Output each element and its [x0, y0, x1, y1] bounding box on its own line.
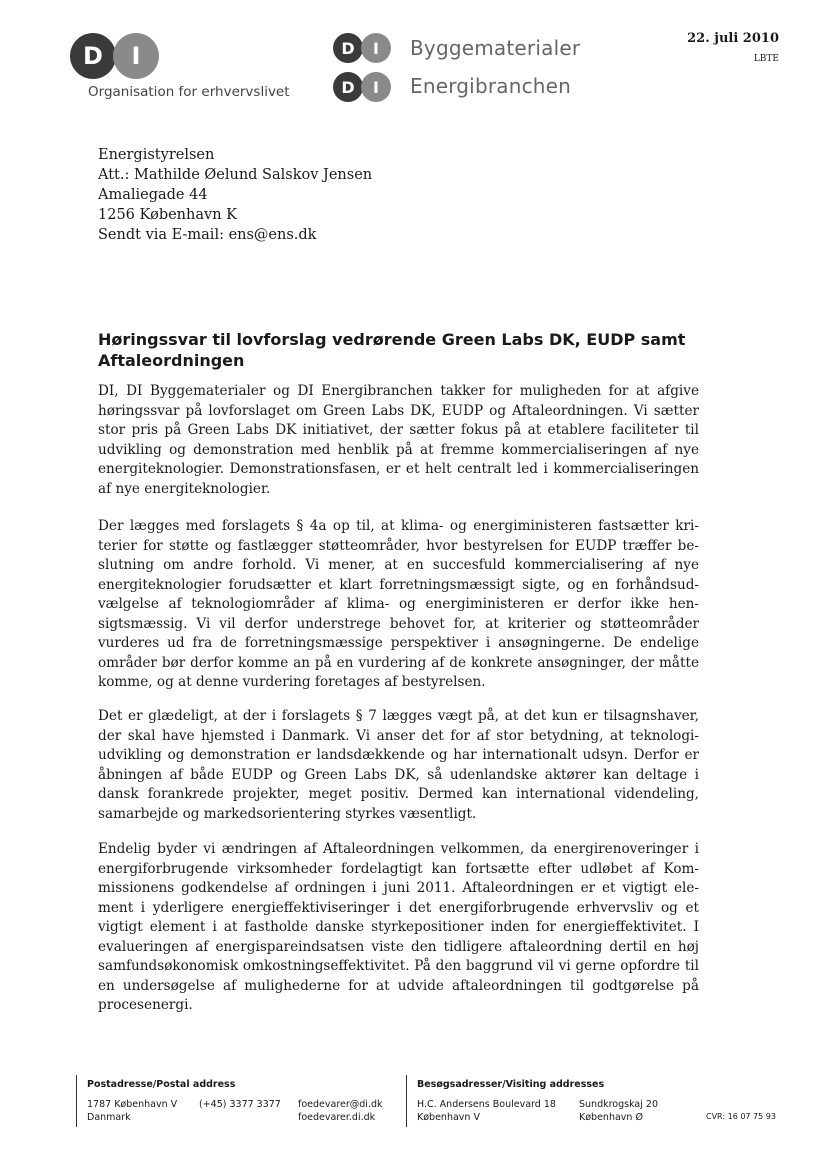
- di-logo-d: [70, 33, 116, 79]
- footer-divider-left: [76, 1075, 77, 1127]
- phone-number: (+45) 3377 3377: [199, 1099, 281, 1110]
- letter-footer: [0, 1075, 827, 1135]
- di-logo-d-letter: D: [83, 42, 103, 70]
- branch-name-energibranchen: Energibranchen: [410, 74, 572, 98]
- recipient-line: Amaliegade 44: [98, 187, 208, 203]
- letter-reference: LBTE: [753, 54, 779, 64]
- di-logo-i: [113, 33, 159, 79]
- org-tagline: Organisation for erhvervslivet: [88, 84, 290, 100]
- letter-subject: Høringssvar til lovforslag vedrørende Green Labs DK, EUDP samt Aftaleordningen: [98, 330, 686, 370]
- body-paragraph-1: DI, DI Byggematerialer og DI Energibranchen takker for muligheden for at afgive høringssvar på lovforslaget om Green Labs DK, EUDP og Aftaleordningen. Vi sætter stor pris på Green Labs DK initiativet, der sætter fokus på at etablere faciliteter til udvikling og demonstration med henblik på at fremme kommercialiseringen af nye energiteknologier. Demonstrationsfasen, er et helt centralt led i kommercialiseringen af nye energiteknologier.: [98, 383, 699, 497]
- di-logo-i-letter: I: [131, 42, 141, 70]
- visit-address-2-city: København Ø: [579, 1112, 643, 1123]
- postal-city: 1787 København V: [87, 1099, 178, 1110]
- branch-logo-1-d: [333, 33, 363, 63]
- recipient-address: [98, 145, 372, 245]
- recipient-line: Sendt via E-mail: ens@ens.dk: [98, 227, 317, 243]
- visiting-address-heading: Besøgsadresser/Visiting addresses: [417, 1079, 605, 1090]
- recipient-line: Att.: Mathilde Øelund Salskov Jensen: [98, 167, 373, 183]
- branch-logo-1-d-letter: D: [341, 38, 355, 58]
- footer-divider-middle: [406, 1075, 407, 1127]
- visit-address-1-street: H.C. Andersens Boulevard 18: [417, 1099, 556, 1110]
- branch-logo-2-d: [333, 72, 363, 102]
- body-paragraph-2: Der lægges med forslagets § 4a op til, at klima- og energiministeren fastsætter kriterier for støtte og fastlægger støtteområder, hvor bestyrelsen for EUDP træffer beslutning om andre forhold. Vi mener, at en succesfuld kommercialisering af nye energiteknologier forudsætter et klart forretningsmæssigt sigte, og en forhåndsudvælgelse af teknologiområder af klima- og energiministeren er derfor ikke hensigtsmæssig. Vi vil derfor understrege behovet for, at kriterier og støtteområder vurderes ud fra de forretningsmæssige perspektiver i ansøgningerne. De endelige områder bør derfor komme an på en vurdering af de konkrete ansøgninger, der måtte komme, og at denne vurdering foretages af bestyrelsen.: [98, 518, 699, 690]
- postal-country: Danmark: [87, 1112, 131, 1123]
- recipient-line: Energistyrelsen: [98, 147, 215, 163]
- branch-logo-1-i: [361, 33, 391, 63]
- branch-logo-2-i: [361, 72, 391, 102]
- body-paragraph-3: Det er glædeligt, at der i forslagets § 7 lægges vægt på, at det kun er tilsagnshaver, der skal have hjemsted i Danmark. Vi anser det for af stor betydning, at teknologiudvikling og demonstration er landsdækkende og har internationalt udsyn. Derfor er åbningen af både EUDP og Green Labs DK, så udenlandske aktører kan deltage i dansk forankrede projekter, meget positiv. Dermed kan international videndeling, samarbejde og markedsorientering styrkes væsentligt.: [98, 708, 699, 822]
- postal-address-heading: Postadresse/Postal address: [87, 1079, 236, 1090]
- visit-address-1-city: København V: [417, 1112, 480, 1123]
- branch-logo-1-i-letter: I: [373, 38, 379, 58]
- body-paragraph-4: Endelig byder vi ændringen af Aftaleordningen velkommen, da energirenoveringer i energiforbrugende virksomheder fordelagtigt kan fortsætte efter udløbet af Kommissionens godkendelse af ordningen i juni 2011. Aftaleordningen er et vigtigt element i yderligere energieffektiviseringer i det energiforbrugende erhvervsliv og et vigtigt element i at fastholde danske styrkepositioner inden for energieffektivitet. I evalueringen af energispareindsatsen viste den tidligere aftaleordning dertil en høj samfundsøkonomisk omkostningseffektivitet. På den baggrund vil vi gerne opfordre til en undersøgelse af mulighederne for at udvide aftaleordningen til godtgørelse på procesenergi.: [98, 841, 699, 1013]
- letter-date: 22. juli 2010: [687, 31, 779, 46]
- branch-name-byggematerialer: Byggematerialer: [410, 36, 581, 60]
- visit-address-2-street: Sundkrogskaj 20: [579, 1099, 658, 1110]
- recipient-line: 1256 København K: [98, 207, 237, 223]
- cvr-number: CVR: 16 07 75 93: [706, 1112, 776, 1121]
- branch-logo-2-d-letter: D: [341, 77, 355, 97]
- email-address[interactable]: foedevarer@di.dk: [298, 1099, 383, 1110]
- website-link[interactable]: foedevarer.di.dk: [298, 1112, 376, 1123]
- branch-logo-2-i-letter: I: [373, 77, 379, 97]
